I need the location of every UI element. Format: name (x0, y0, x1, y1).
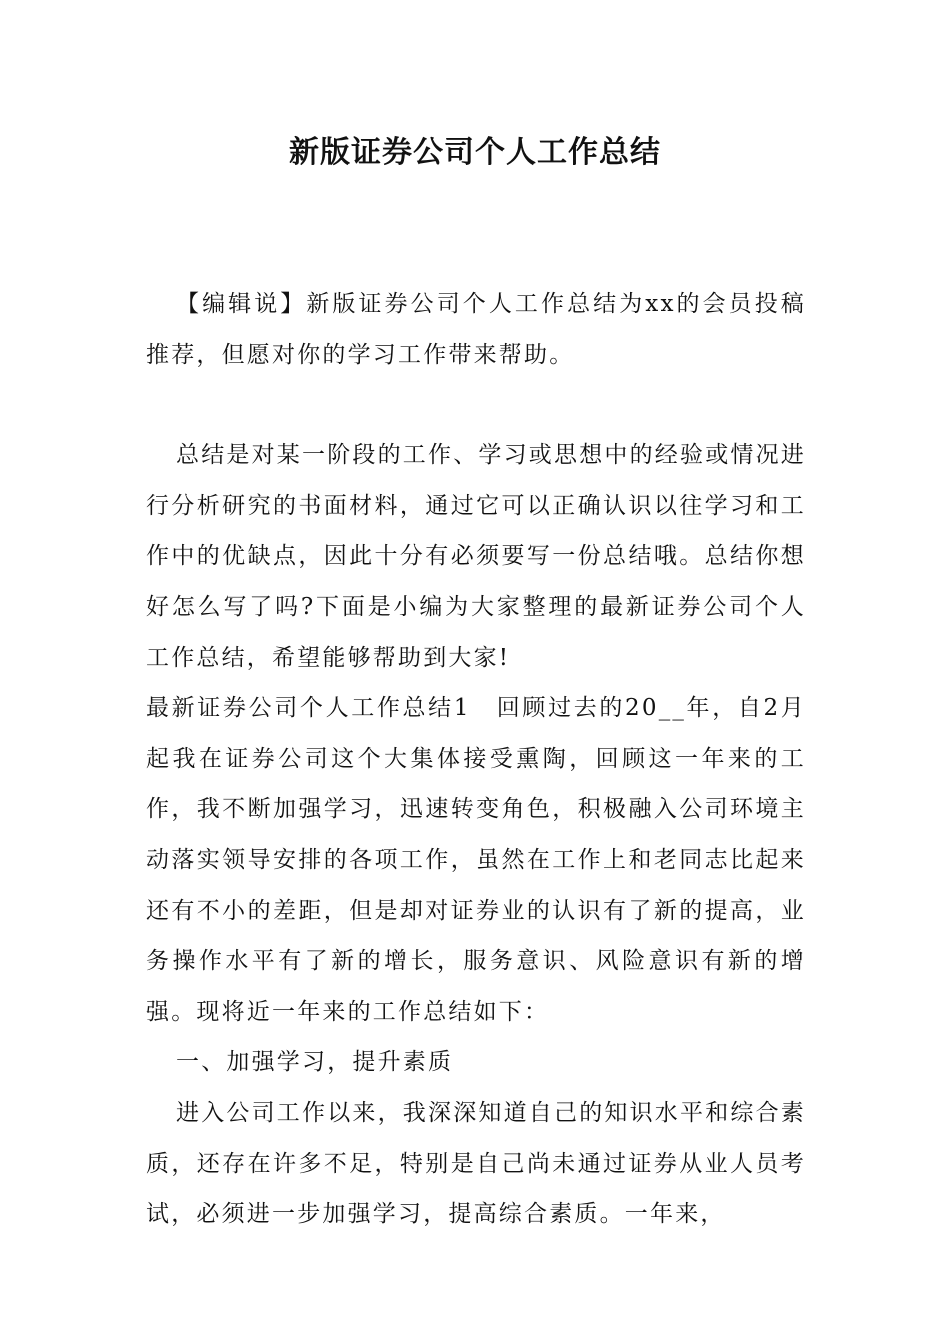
section-heading: 一、加强学习，提升素质 (176, 1049, 454, 1076)
document-body (146, 279, 806, 1240)
intro-paragraph: 总结是对某一阶段的工作、学习或思想中的经验或情况进行分析研究的书面材料，通过它可以正确认识以往学习和工作中的优缺点，因此十分有必须要写一份总结哦。总结你想好怎么写了吗?下面是小编为大家整理的最新证券公司个人工作总结，希望能够帮助到大家! (146, 442, 806, 671)
document-title: 新版证券公司个人工作总结 (289, 135, 661, 170)
editor-note-paragraph: 【编辑说】新版证券公司个人工作总结为xx的会员投稿推荐，但愿对你的学习工作带来帮助。 (146, 291, 806, 368)
summary-one-paragraph: 最新证券公司个人工作总结1 回顾过去的20__年，自2月起我在证券公司这个大集体接受熏陶，回顾这一年来的工作，我不断加强学习，迅速转变角色，积极融入公司环境主动落实领导安排的各项工作，虽然在工作上和老同志比起来还有不小的差距，但是却对证券业的认识有了新的提高，业务操作水平有了新的增长，服务意识、风险意识有新的增强。现将近一年来的工作总结如下： (146, 695, 806, 1025)
paragraph-spacer (146, 380, 806, 430)
section-one-paragraph: 进入公司工作以来，我深深知道自己的知识水平和综合素质，还存在许多不足，特别是自己尚未通过证券从业人员考试，必须进一步加强学习，提高综合素质。一年来， (146, 1099, 806, 1228)
